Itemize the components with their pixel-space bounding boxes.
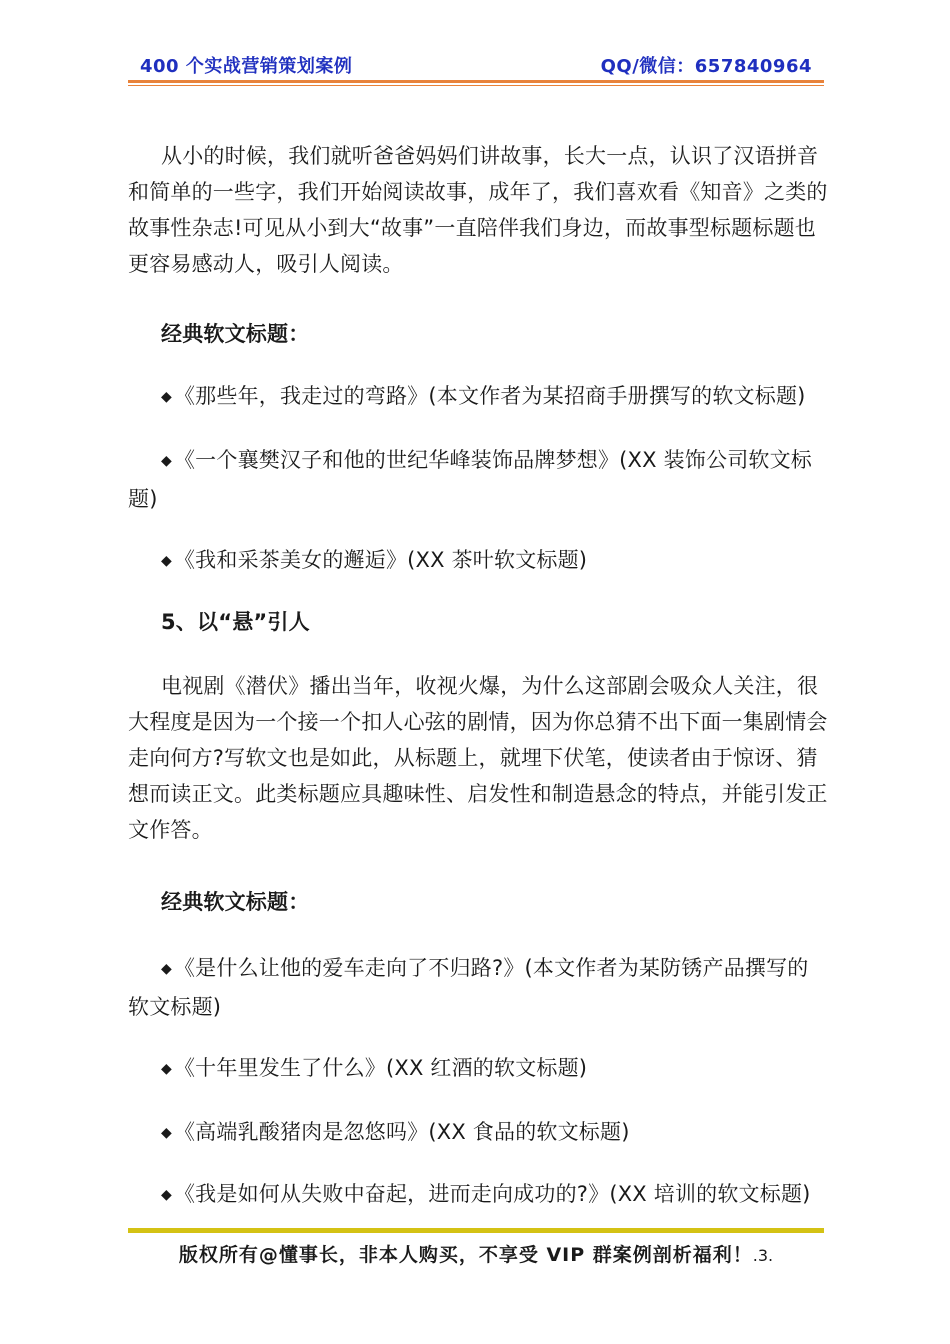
diamond-bullet-icon: ◆ bbox=[161, 1125, 172, 1141]
list-item bbox=[128, 542, 828, 581]
diamond-bullet-icon: ◆ bbox=[161, 961, 172, 977]
section-subheading: 经典软文标题： bbox=[161, 322, 310, 346]
paragraph-story-intro: 从小的时候，我们就听爸爸妈妈们讲故事，长大一点，认识了汉语拼音和简单的一些字，我们开始阅读故事，成年了，我们喜欢看《知音》之类的故事性杂志!可见从小到大“故事”一直陪伴我们身边，而故事型标题标题也更容易感动人，吸引人阅读。 bbox=[128, 144, 828, 276]
paragraph-suspense-intro: 电视剧《潜伏》播出当年，收视火爆，为什么这部剧会吸众人关注，很大程度是因为一个接一个扣人心弦的剧情，因为你总猜不出下面一集剧情会走向何方?写软文也是如此，从标题上，就埋下伏笔，使读者由于惊讶、猜想而读正文。此类标题应具趣味性、启发性和制造悬念的特点，并能引发正文作答。 bbox=[128, 674, 828, 842]
list-item bbox=[128, 1114, 828, 1153]
header-contact: QQ/微信：657840964 bbox=[600, 56, 812, 77]
footer-divider bbox=[128, 1228, 824, 1233]
list-item bbox=[128, 1176, 828, 1215]
list-item-text: 《那些年，我走过的弯路》(本文作者为某招商手册撰写的软文标题) bbox=[173, 384, 806, 408]
header-title: 400 个实战营销策划案例 bbox=[140, 56, 353, 77]
page-header bbox=[128, 52, 824, 78]
list-item-text: 《高端乳酸猪肉是忽悠吗》(XX 食品的软文标题) bbox=[173, 1120, 630, 1144]
list-item-text: 《一个襄樊汉子和他的世纪华峰装饰品牌梦想》(XX 装饰公司软文标题) bbox=[128, 448, 813, 511]
header-divider-thin bbox=[128, 85, 824, 86]
list-item bbox=[128, 1050, 828, 1089]
section-heading: 5、以“悬”引人 bbox=[161, 610, 310, 634]
diamond-bullet-icon: ◆ bbox=[161, 1187, 172, 1203]
list-item bbox=[128, 442, 828, 517]
diamond-bullet-icon: ◆ bbox=[161, 553, 172, 569]
page-number: .3. bbox=[752, 1246, 774, 1265]
list-item-text: 《我是如何从失败中奋起，进而走向成功的?》(XX 培训的软文标题) bbox=[173, 1182, 811, 1206]
list-item-text: 《我和采茶美女的邂逅》(XX 茶叶软文标题) bbox=[173, 548, 588, 572]
header-divider bbox=[128, 80, 824, 83]
list-item-text: 《十年里发生了什么》(XX 红酒的软文标题) bbox=[173, 1056, 588, 1080]
list-item-text: 《是什么让他的爱车走向了不归路?》(本文作者为某防锈产品撰写的软文标题) bbox=[128, 956, 809, 1019]
page-footer bbox=[128, 1240, 824, 1267]
diamond-bullet-icon: ◆ bbox=[161, 453, 172, 469]
section-subheading: 经典软文标题： bbox=[161, 890, 310, 914]
list-item bbox=[128, 950, 828, 1025]
diamond-bullet-icon: ◆ bbox=[161, 389, 172, 405]
list-item bbox=[128, 378, 828, 417]
diamond-bullet-icon: ◆ bbox=[161, 1061, 172, 1077]
copyright-notice: 版权所有@懂事长，非本人购买，不享受 VIP 群案例剖析福利！ bbox=[178, 1244, 753, 1266]
